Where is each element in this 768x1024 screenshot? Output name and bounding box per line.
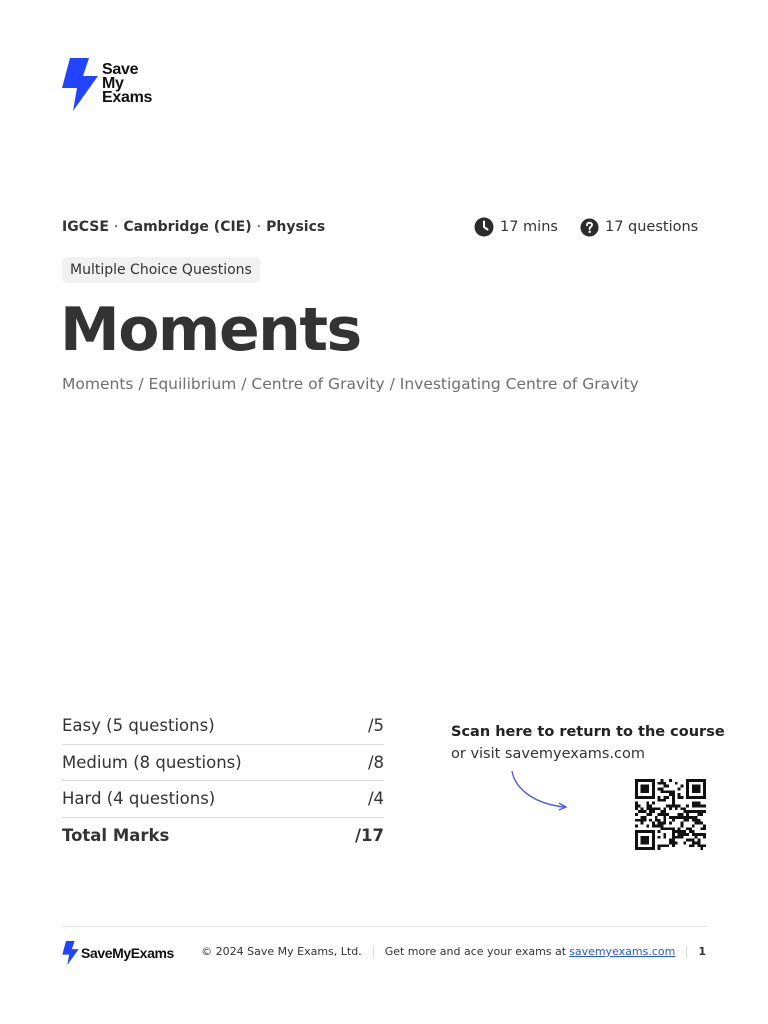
marks-row-medium — [62, 745, 384, 782]
marks-row-total — [62, 818, 384, 855]
subtopics: Moments / Equilibrium / Centre of Gravity / Investigating Centre of Gravity — [62, 375, 639, 393]
marks-row-easy — [62, 708, 384, 745]
qr-code[interactable] — [633, 779, 708, 850]
footer-divider — [62, 926, 708, 927]
marks-row-value: /5 — [367, 716, 384, 736]
copyright-text: © 2024 Save My Exams, Ltd. — [201, 945, 362, 958]
breadcrumb-board: Cambridge (CIE) — [123, 219, 252, 235]
logo-line: My — [102, 75, 124, 92]
footer-cta: Get more and ace your exams at — [384, 945, 567, 958]
breadcrumb-subject: Physics — [266, 219, 326, 235]
footer-logo[interactable] — [62, 941, 174, 965]
help-circle-icon — [580, 218, 599, 237]
breadcrumb — [62, 219, 325, 235]
footer-website-link[interactable]: savemyexams.com — [569, 945, 676, 958]
marks-row-hard — [62, 781, 384, 818]
breadcrumb-separator: · — [256, 219, 262, 235]
footer-info — [201, 945, 706, 958]
page-title: Moments — [60, 295, 361, 365]
qr-title: Scan here to return to the course — [451, 724, 725, 740]
logo-line: Exams — [102, 89, 153, 106]
marks-row-label: Easy (5 questions) — [62, 716, 215, 736]
marks-row-label: Hard (4 questions) — [62, 789, 216, 809]
breadcrumb-level: IGCSE — [62, 219, 109, 235]
marks-row-value: /4 — [367, 789, 384, 809]
logo-wordmark — [102, 63, 152, 105]
page-number: 1 — [698, 945, 706, 958]
total-marks-label: Total Marks — [62, 826, 170, 846]
brand-logo[interactable] — [62, 58, 152, 111]
exam-meta — [474, 217, 698, 237]
marks-table — [62, 708, 384, 854]
curved-arrow-icon — [505, 768, 575, 814]
duration-text: 17 mins — [500, 219, 558, 235]
question-type-tag: Multiple Choice Questions — [62, 257, 260, 283]
footer-separator — [373, 946, 374, 958]
breadcrumb-separator: · — [113, 219, 119, 235]
question-count-text: 17 questions — [604, 219, 699, 235]
clock-icon — [474, 217, 494, 237]
footer-wordmark: SaveMyExams — [81, 945, 174, 961]
total-marks-value: /17 — [355, 826, 384, 846]
duration — [474, 217, 558, 237]
marks-row-value: /8 — [367, 752, 384, 772]
qr-subtitle: or visit savemyexams.com — [451, 746, 645, 762]
marks-row-label: Medium (8 questions) — [62, 752, 242, 772]
footer-separator — [686, 946, 687, 958]
lightning-bolt-icon — [62, 941, 79, 965]
logo-line: Save — [102, 61, 139, 78]
question-count — [580, 218, 698, 237]
lightning-bolt-icon — [62, 58, 98, 111]
